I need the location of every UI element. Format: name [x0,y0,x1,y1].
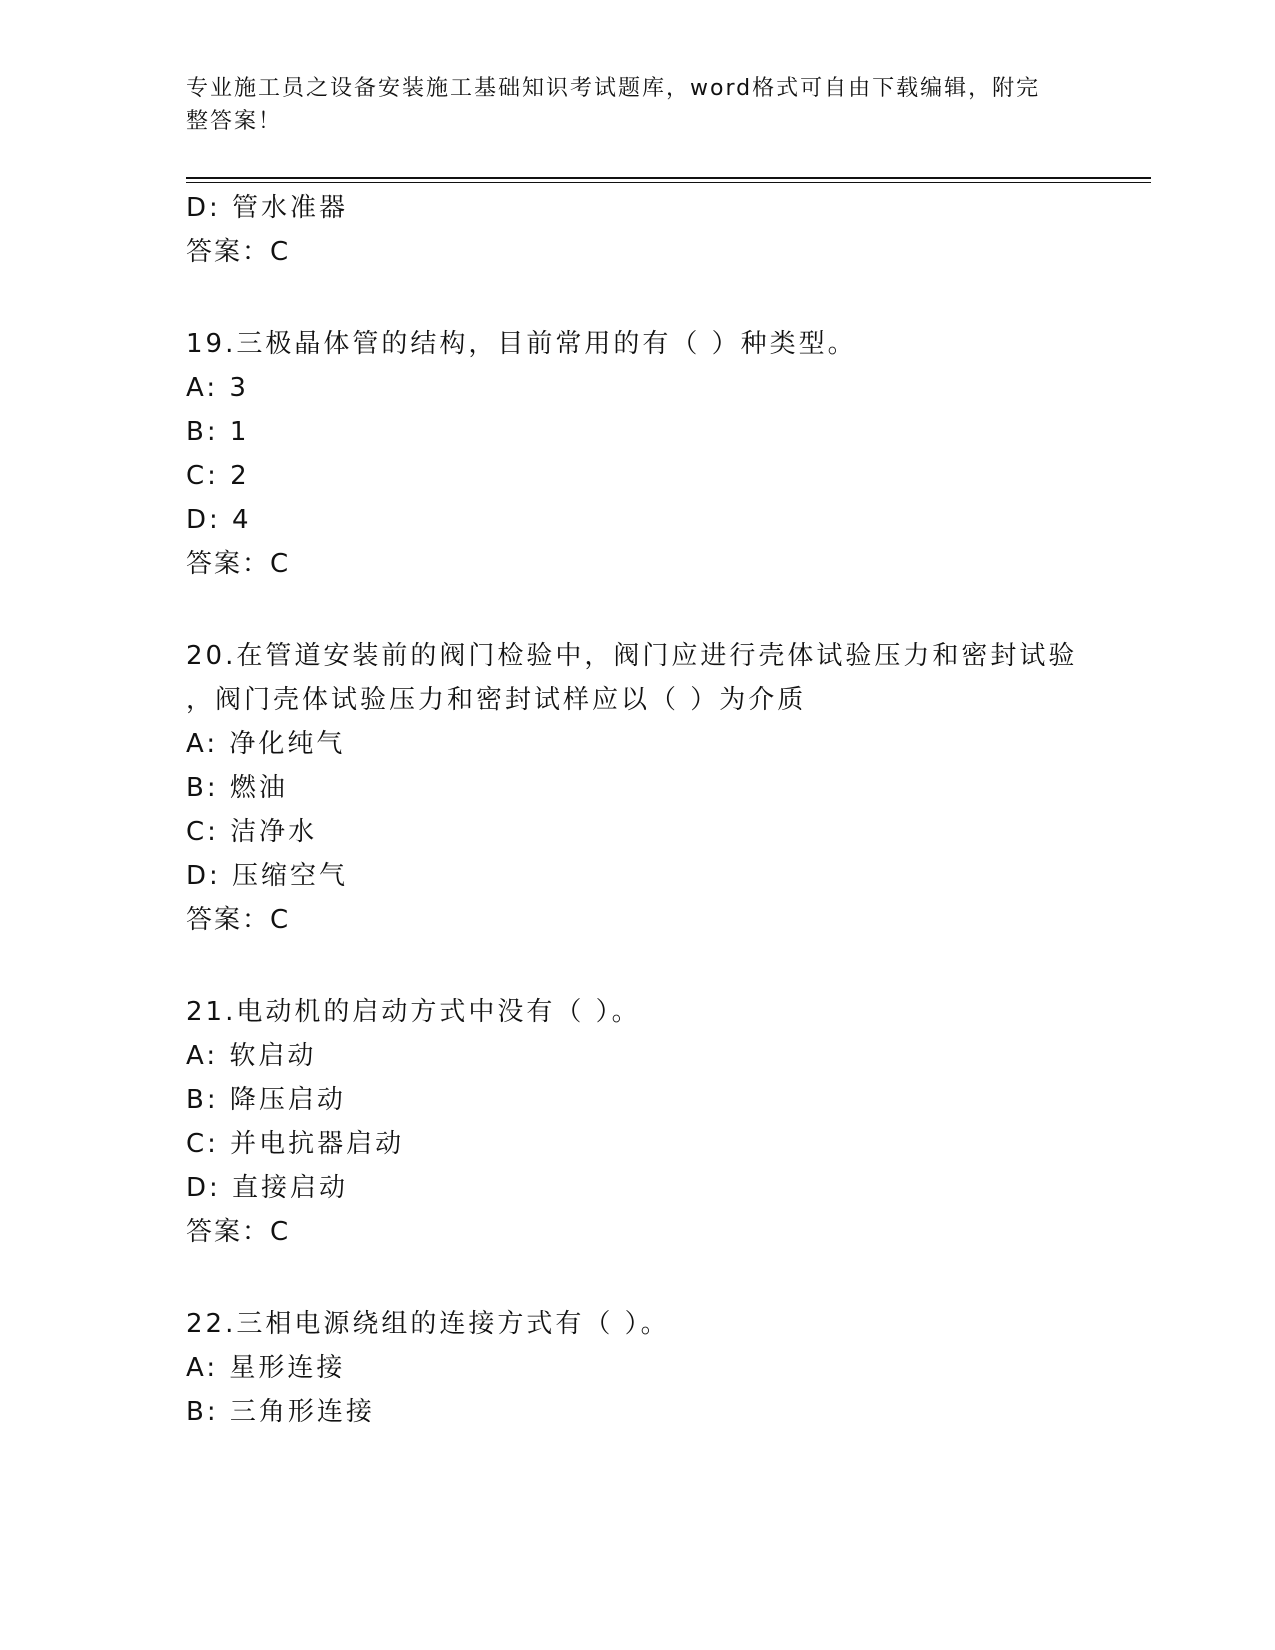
question-21-option-d: D: 直接启动 [186,1173,349,1203]
answer-line: 答案：C [186,237,291,267]
question-21-option-c: C: 并电抗器启动 [186,1129,405,1159]
question-21-answer: 答案：C [186,1217,291,1247]
question-20-option-c: C: 洁净水 [186,817,318,847]
question-19-answer: 答案：C [186,549,291,579]
question-20-text-line-2: ，阀门壳体试验压力和密封试样应以（ ）为介质 [186,685,807,715]
option-d: D: 管水准器 [186,193,349,223]
question-19-option-d: D: 4 [186,505,252,535]
header-divider-thin [186,182,1151,183]
question-19-option-c: C: 2 [186,461,250,491]
question-21-option-b: B: 降压启动 [186,1085,346,1115]
question-19-option-b: B: 1 [186,417,250,447]
question-22-option-b: B: 三角形连接 [186,1397,375,1427]
question-21-text: 21.电动机的启动方式中没有（ ）。 [186,997,641,1027]
header-line-1: 专业施工员之设备安装施工基础知识考试题库，word格式可自由下载编辑，附完 [186,76,1041,101]
question-20-option-a: A: 净化纯气 [186,729,346,759]
question-22-text: 22.三相电源绕组的连接方式有（ ）。 [186,1309,670,1339]
question-19-text: 19.三极晶体管的结构，目前常用的有（ ）种类型。 [186,329,857,359]
header-divider-thick [186,177,1151,179]
header-line-2: 整答案！ [186,109,283,134]
question-20-text-line-1: 20.在管道安装前的阀门检验中，阀门应进行壳体试验压力和密封试验 [186,641,1078,671]
question-20-option-d: D: 压缩空气 [186,861,349,891]
question-21-option-a: A: 软启动 [186,1041,317,1071]
document-header [186,72,1086,138]
question-22-option-a: A: 星形连接 [186,1353,346,1383]
question-19-option-a: A: 3 [186,373,249,403]
question-20-answer: 答案：C [186,905,291,935]
question-20-option-b: B: 燃油 [186,773,288,803]
